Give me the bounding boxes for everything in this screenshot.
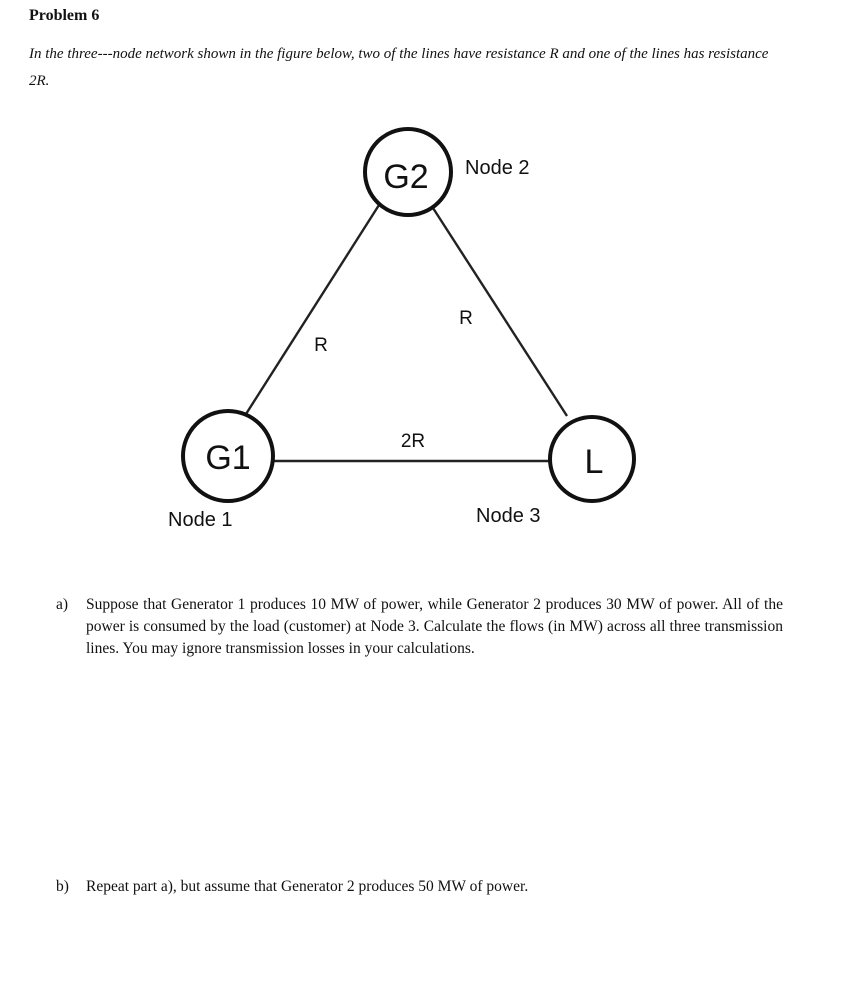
question-b — [56, 876, 783, 898]
line-node1-node2-label: R — [314, 335, 328, 356]
problem-intro: In the three---node network shown in the figure below, two of the lines have resistance R and one of the lines has resistance 2R. — [29, 46, 769, 89]
node2-symbol: G2 — [383, 158, 429, 196]
question-a — [56, 594, 783, 660]
line-node1-node3-label: 2R — [400, 431, 426, 452]
node3-label: Node 3 — [476, 505, 541, 527]
node2-label: Node 2 — [465, 157, 530, 179]
line-node2-node3 — [433, 208, 567, 416]
line-node2-node3-label: R — [459, 308, 473, 329]
question-a-text: Suppose that Generator 1 produces 10 MW of power, while Generator 2 produces 30 MW of power. All of the power is consumed by the load (customer) at Node 3. Calculate the flows (in MW) across all three transmission lines. You may ignore transmission losses in your calculations. — [86, 596, 783, 657]
node3-symbol: L — [584, 443, 604, 481]
problem-title: Problem 6 — [29, 7, 100, 24]
node1-label: Node 1 — [168, 509, 233, 531]
line-node1-node2 — [246, 205, 379, 414]
question-b-label: b) — [56, 878, 69, 895]
node1-symbol: G1 — [205, 439, 251, 477]
question-b-text: Repeat part a), but assume that Generator 2 produces 50 MW of power. — [86, 878, 529, 895]
question-a-label: a) — [56, 596, 69, 613]
